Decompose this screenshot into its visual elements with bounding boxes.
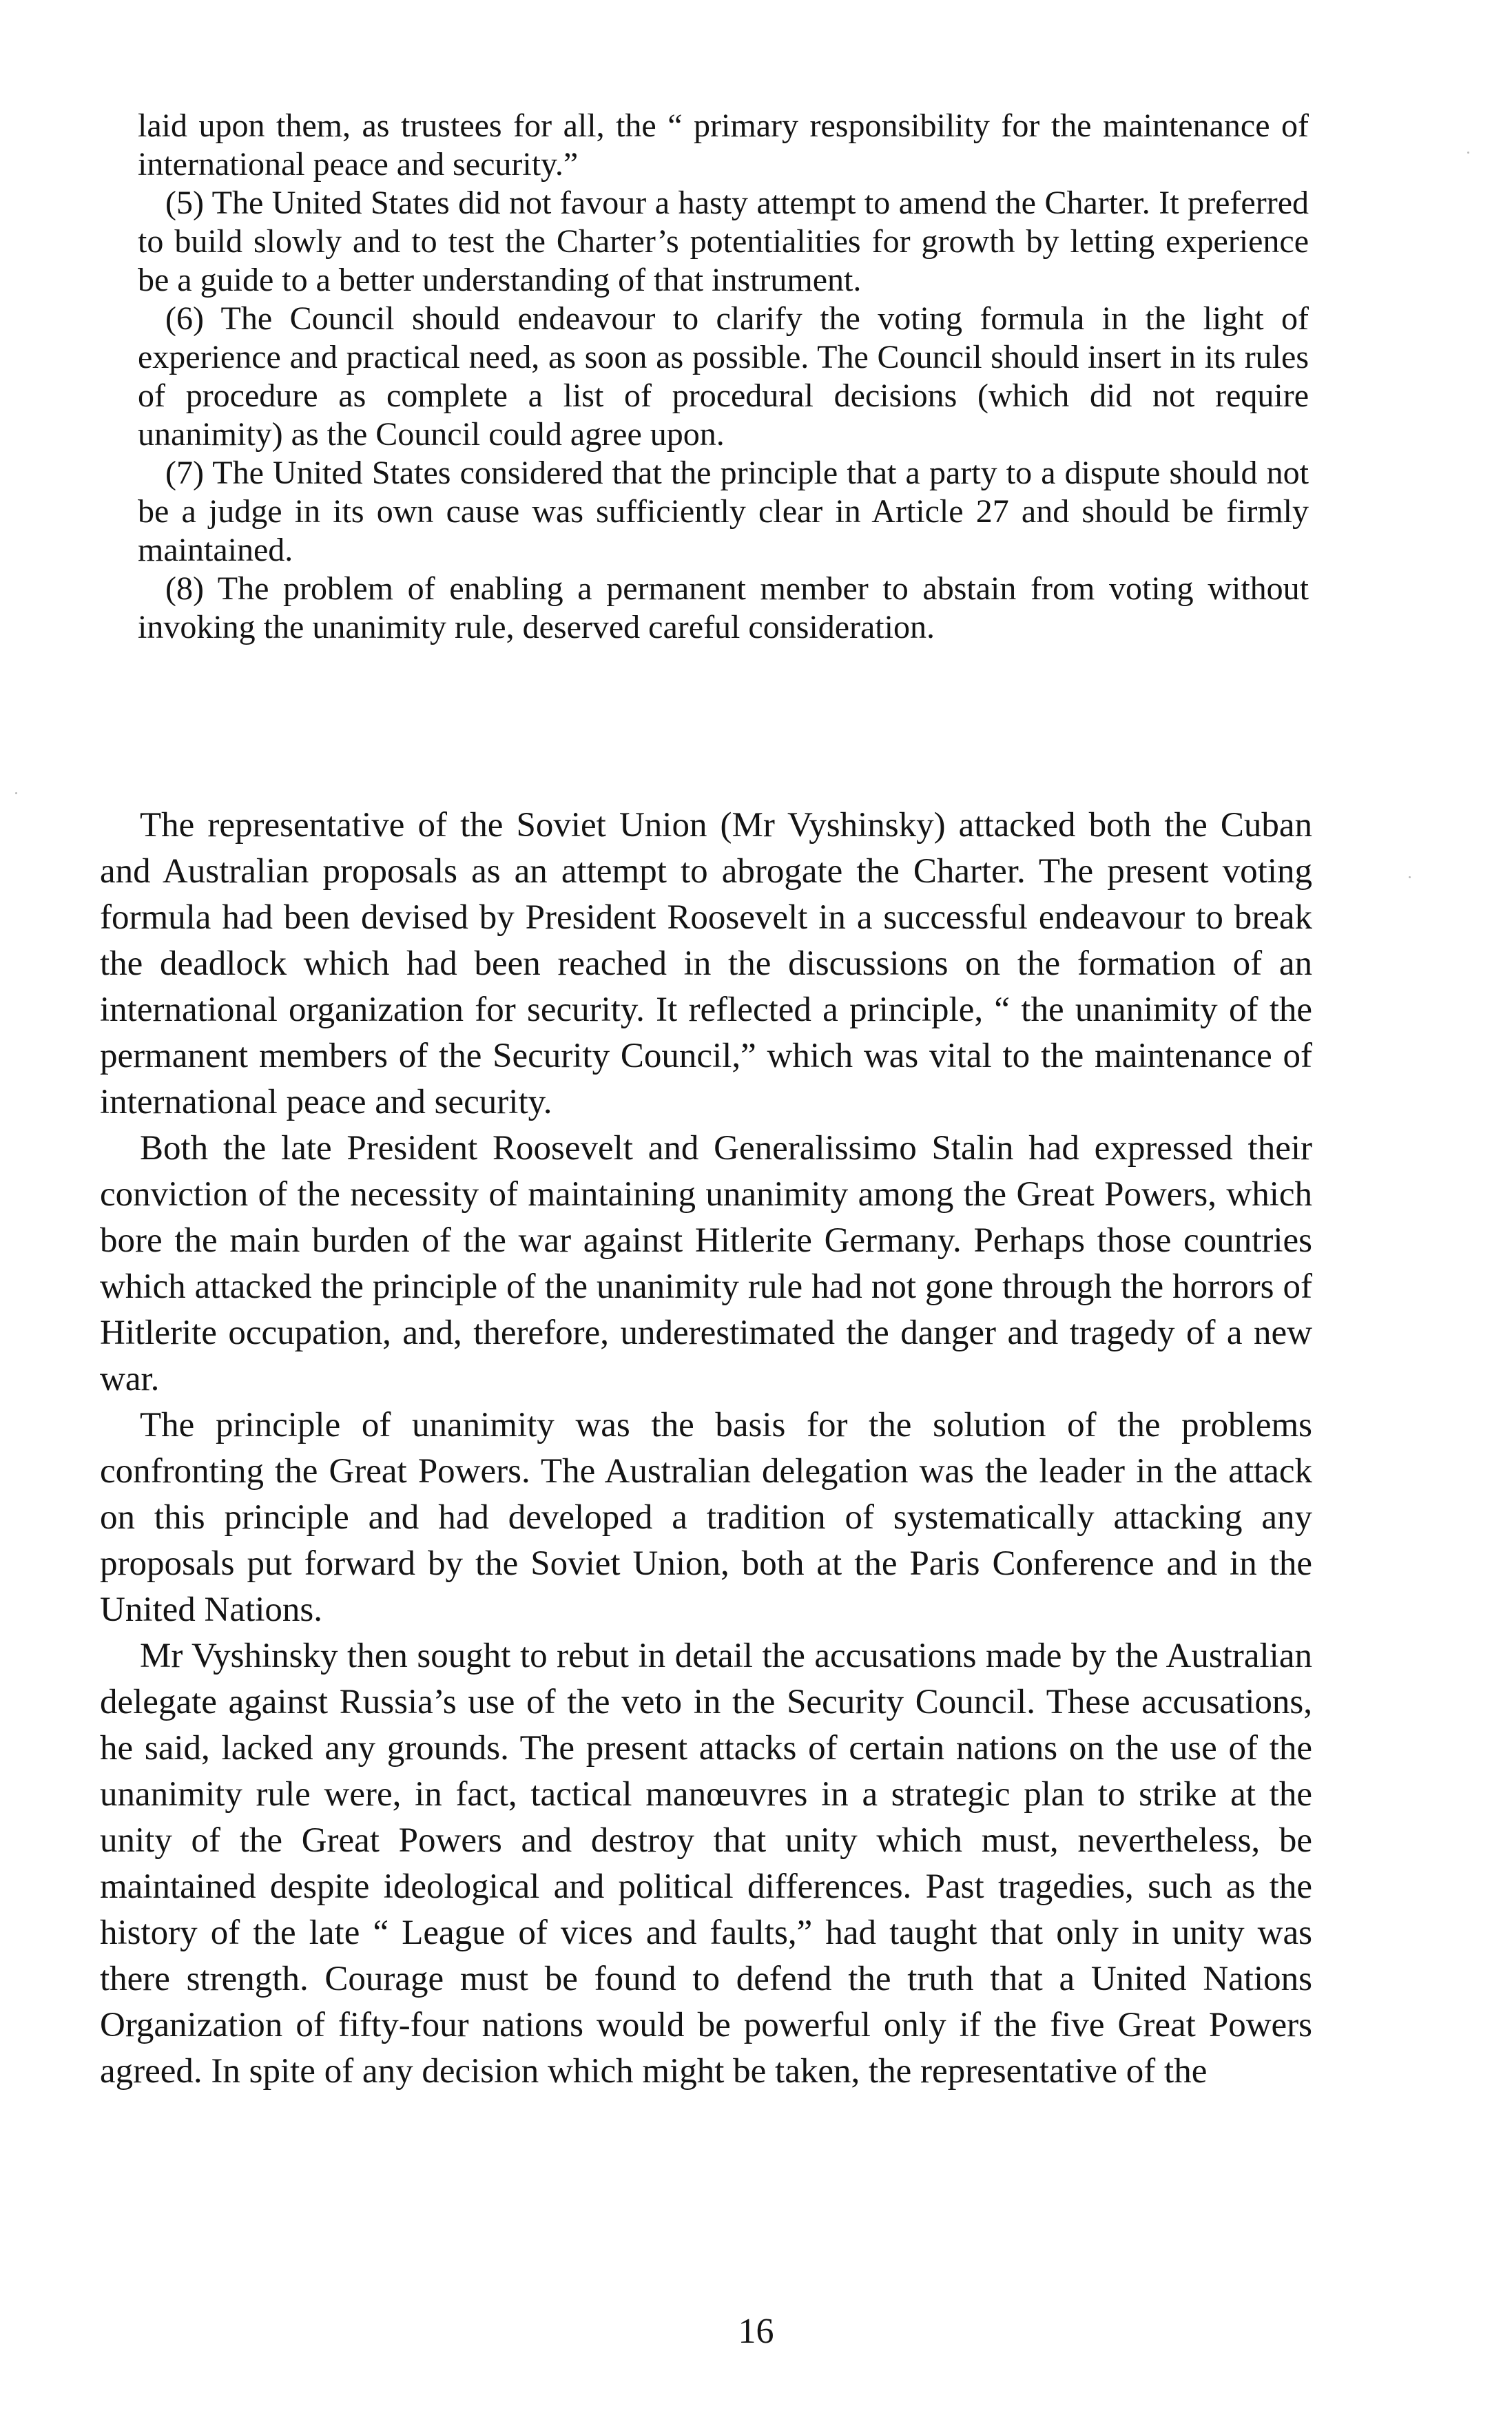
scan-speck — [15, 792, 17, 794]
body-text-section — [100, 802, 1312, 2095]
body-paragraph: The representative of the Soviet Union (Mr Vyshinsky) attacked both the Cuban and Australian proposals as an attempt to abrogate the Charter. The present voting formula had been devised by President Roosevelt in a successful endeavour to break the deadlock which had been reached in the discussions on the formation of an international organization for security. It reflected a principle, “ the unanimity of the permanent members of the Security Council,” which was vital to the maintenance of international peace and security. — [100, 806, 1312, 1121]
point-7-paragraph: (7) The United States considered that the principle that a party to a dispute should not be a judge in its own cause was sufficiently clear in Article 27 and should be firmly maintained. — [138, 455, 1309, 568]
numbered-points-section — [138, 107, 1309, 647]
body-paragraph: The principle of unanimity was the basis for the solution of the problems confronting the Great Powers. The Australian delegation was the leader in the attack on this principle and had developed a tradition of systematically attacking any proposals put forward by the Soviet Union, both at the Paris Conference and in the United Nations. — [100, 1406, 1312, 1629]
point-5-paragraph: (5) The United States did not favour a hasty attempt to amend the Charter. It preferred to build slowly and to test the Charter’s potentialities for growth by letting experience be a guide to a better understanding of that instrument. — [138, 185, 1309, 298]
point-8-paragraph: (8) The problem of enabling a permanent member to abstain from voting without invoking the unanimity rule, deserved careful consideration. — [138, 570, 1309, 645]
point-6-paragraph: (6) The Council should endeavour to clarify the voting formula in the light of experience and practical need, as soon as possible. The Council should insert in its rules of procedure as complete a list of procedural decisions (which did not require unanimity) as the Council could agree upon. — [138, 300, 1309, 453]
continuation-paragraph: laid upon them, as trustees for all, the “ primary responsibility for the maintenance of international peace and security.” — [138, 107, 1309, 183]
scan-speck — [1467, 152, 1469, 154]
body-paragraph: Mr Vyshinsky then sought to rebut in detail the accusations made by the Australian delegate against Russia’s use of the veto in the Security Council. These accusations, he said, lacked any grounds. The present attacks of certain nations on the use of the unanimity rule were, in fact, tactical manœuvres in a strategic plan to strike at the unity of the Great Powers and destroy that unity which must, nevertheless, be maintained despite ideological and political differences. Past tragedies, such as the history of the late “ League of vices and faults,” had taught that only in unity was there strength. Courage must be found to defend the truth that a United Nations Organization of fifty-four nations would be powerful only if the five Great Powers agreed. In spite of any decision which might be taken, the representative of the — [100, 1637, 1312, 2091]
scan-speck — [1409, 876, 1411, 878]
page-number: 16 — [738, 2312, 774, 2351]
body-paragraph: Both the late President Roosevelt and Generalissimo Stalin had expressed their conviction of the necessity of maintaining unanimity among the Great Powers, which bore the main burden of the war against Hitlerite Germany. Perhaps those countries which attacked the principle of the unanimity rule had not gone through the horrors of Hitlerite occupation, and, therefore, underestimated the danger and tragedy of a new war. — [100, 1129, 1312, 1398]
